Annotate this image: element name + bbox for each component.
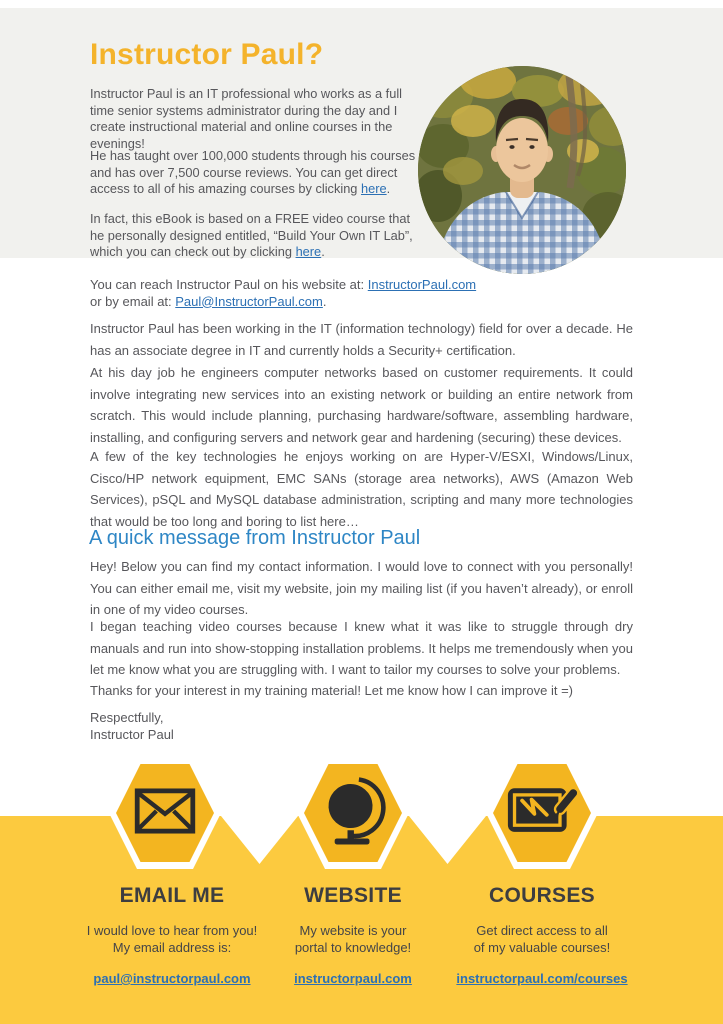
hey-paragraph: Hey! Below you can find my contact information. I would love to connect with you personally! You can either email me, visit my website, join my mailing list (if you haven’t already), or enroll in one of my video courses. bbox=[90, 559, 633, 617]
dayjob-paragraph: At his day job he engineers computer networks based on customer requirements. It could involve integrating new services into an existing network or building an entire network from scratch. This would include planning, purchasing hardware/software, assembling hardware, installing, and configuring servers and network gear and hardening (securing) these devices. bbox=[90, 365, 633, 445]
courses-here-link[interactable]: here bbox=[360, 181, 387, 196]
students-paragraph bbox=[90, 148, 424, 198]
page-title: Instructor Paul? bbox=[90, 38, 324, 71]
footer-column-title: WEBSITE bbox=[304, 884, 402, 907]
signature bbox=[90, 710, 174, 743]
courses-hexagon-fill bbox=[493, 764, 591, 862]
email-hexagon-fill bbox=[116, 764, 214, 862]
footer-website-link[interactable]: instructorpaul.com bbox=[294, 971, 412, 986]
footer-column-courses bbox=[422, 884, 662, 988]
website-hexagon-fill bbox=[304, 764, 402, 862]
instructor-photo bbox=[418, 66, 626, 274]
decade-paragraph: Instructor Paul has been working in the IT (information technology) field for over a decade. He has an associate degree in IT and currently holds a Security+ certification. bbox=[90, 321, 633, 358]
footer-email-link[interactable]: paul@instructorpaul.com bbox=[93, 971, 251, 986]
website-url-link[interactable]: InstructorPaul.com bbox=[367, 277, 477, 292]
footer-courses-link[interactable]: instructorpaul.com/courses bbox=[456, 971, 628, 986]
paragraph-text: . bbox=[321, 244, 325, 259]
email-url-link[interactable]: Paul@InstructorPaul.com bbox=[175, 293, 323, 309]
contact-text: You can reach Instructor Paul on his website at: bbox=[90, 277, 368, 292]
globe-icon bbox=[320, 775, 386, 852]
footer-desc-line: I would love to hear from you! bbox=[86, 923, 258, 938]
footer-column-title: COURSES bbox=[489, 884, 595, 907]
footer-desc-line: My website is your bbox=[299, 923, 407, 938]
paragraph-text: . bbox=[386, 181, 391, 196]
footer-column-description bbox=[422, 922, 662, 956]
contact-text: or by email at: bbox=[90, 293, 176, 309]
technologies-paragraph: A few of the key technologies he enjoys working on are Hyper-V/ESXI, Windows/Linux, Cisco/HP network equipment, EMC SANs (storage area networks), AWS (Amazon Web Services), pSQL and MySQL database administration, scripting and many more technologies that would be too long and boring to list here… bbox=[90, 449, 633, 529]
footer-column-title: EMAIL ME bbox=[119, 884, 225, 907]
tablet-pen-icon bbox=[506, 784, 578, 843]
footer-desc-line: Get direct access to all bbox=[476, 923, 608, 938]
quick-message-heading: A quick message from Instructor Paul bbox=[89, 527, 421, 549]
footer-desc-line: of my valuable courses! bbox=[473, 940, 611, 955]
began-paragraph: I began teaching video courses because I knew what it was like to struggle through dry manuals and run into show-stopping installation problems. It helps me tremendously when you let me know what you are struggling with. I want to tailor my courses to solve your problems. bbox=[90, 619, 633, 677]
ebook-paragraph bbox=[90, 211, 424, 261]
envelope-icon bbox=[134, 788, 196, 839]
thanks-paragraph: Thanks for your interest in my training material! Let me know how I can improve it =) bbox=[90, 683, 573, 698]
intro-paragraph: Instructor Paul is an IT professional who works as a full time senior systems administrator during the day and I create instructional material and online courses in the evenings! bbox=[90, 86, 403, 151]
footer-desc-line: My email address is: bbox=[112, 940, 232, 955]
paragraph-text: In fact, this eBook is based on a FREE video course that he personally designed entitled, “Build Your Own IT Lab”, which you can check out by clicking bbox=[90, 211, 413, 259]
itlab-here-link[interactable]: here bbox=[295, 244, 322, 259]
contact-info bbox=[90, 277, 476, 310]
portrait-graphic bbox=[418, 66, 626, 274]
footer-desc-line: portal to knowledge! bbox=[294, 940, 412, 955]
paragraph-text: He has taught over 100,000 students through his courses and has over 7,500 course reviews. You can get direct access to all of his amazing courses by clicking bbox=[90, 148, 416, 196]
signature-line: Instructor Paul bbox=[90, 726, 174, 742]
contact-text: . bbox=[322, 293, 327, 309]
signature-line: Respectfully, bbox=[90, 710, 164, 725]
